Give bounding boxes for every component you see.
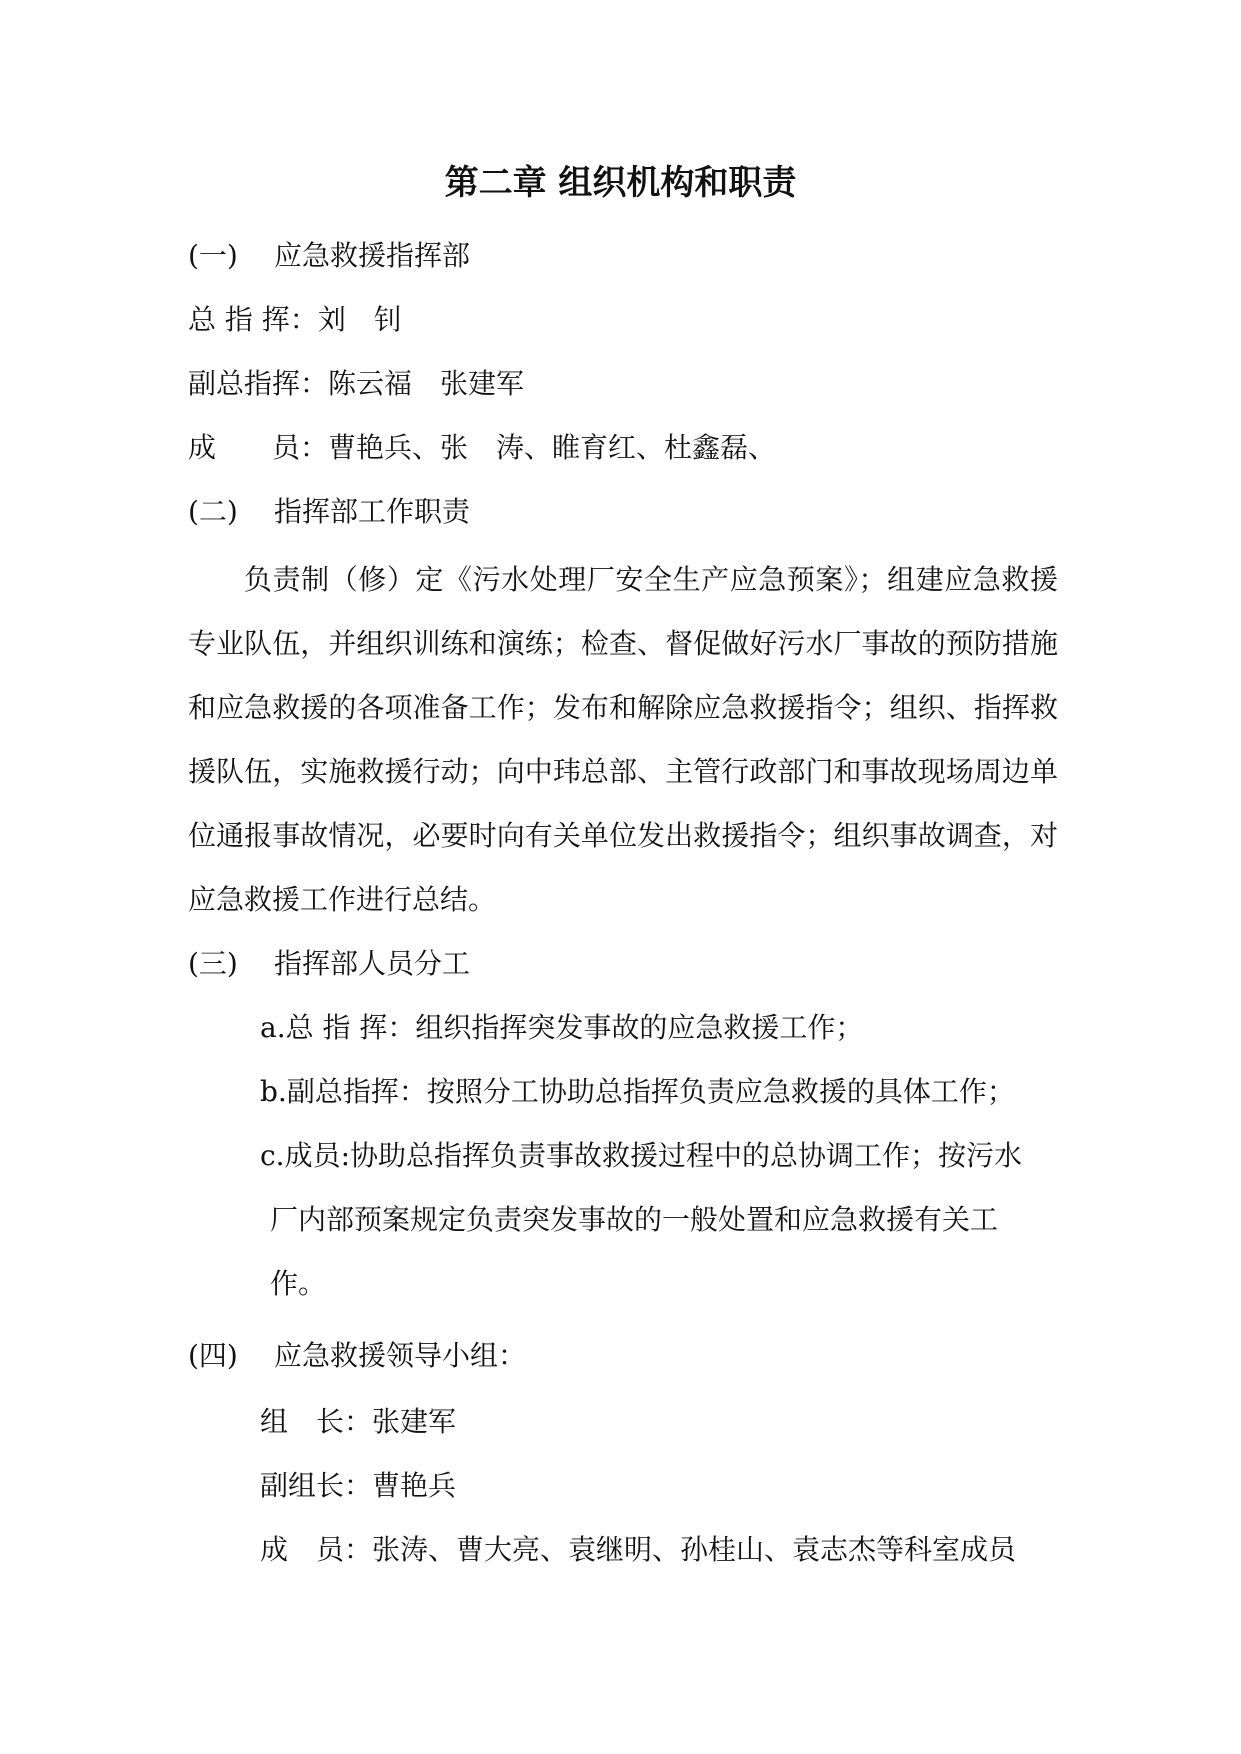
deputy-commander-line xyxy=(188,364,524,404)
section-2-number: (二) xyxy=(188,495,238,528)
division-list xyxy=(260,996,1022,1188)
members-label: 成 员： xyxy=(188,431,329,464)
section-4-heading xyxy=(188,1336,526,1376)
section-4-title: 应急救援领导小组： xyxy=(274,1339,527,1372)
section-2-title: 指挥部工作职责 xyxy=(274,495,471,528)
leadership-list xyxy=(260,1390,1016,1582)
chapter-title: 第二章 组织机构和职责 xyxy=(444,163,797,203)
division-item-a: a.总 指 挥：组织指挥突发事故的应急救援工作； xyxy=(260,1011,864,1044)
section-1-title: 应急救援指挥部 xyxy=(274,239,471,272)
section-1-heading xyxy=(188,236,470,276)
members-names: 曹艳兵、张 涛、睢育红、杜鑫磊、 xyxy=(328,431,777,464)
leadership-deputy: 副组长：曹艳兵 xyxy=(260,1469,457,1502)
section-3-heading xyxy=(188,944,470,984)
leadership-leader: 组 长：张建军 xyxy=(260,1405,457,1438)
chief-commander-line xyxy=(188,300,402,340)
division-item-c-cont-1: 厂内部预案规定负责突发事故的一般处置和应急救援有关工 xyxy=(270,1203,999,1236)
chief-commander-name: 刘 钊 xyxy=(317,303,402,336)
section-1-number: (一) xyxy=(188,239,238,272)
duties-paragraph: 负责制（修）定《污水处理厂安全生产应急预案》；组建应急救援专业队伍，并组织训练和演练；检查、督促做好污水厂事故的预防措施和应急救援的各项准备工作；发布和解除应急救援指令；组织、指挥救援队伍，实施救援行动；向中玮总部、主管行政部门和事故现场周边单位通报事故情况，必要时向有关单位发出救援指令；组织事故调查，对应急救援工作进行总结。 xyxy=(188,563,1058,916)
division-item-c: c.成员:协助总指挥负责事故救援过程中的总协调工作；按污水 xyxy=(260,1139,1023,1172)
section-4-number: (四) xyxy=(188,1339,238,1372)
division-item-b: b.副总指挥：按照分工协助总指挥负责应急救援的具体工作； xyxy=(260,1075,1015,1108)
deputy-commander-label: 副总指挥： xyxy=(188,367,329,400)
section-2-heading xyxy=(188,492,470,532)
section-3-number: (三) xyxy=(188,947,238,980)
section-3-title: 指挥部人员分工 xyxy=(274,947,471,980)
division-item-c-cont-2: 作。 xyxy=(270,1267,327,1300)
chief-commander-label: 总 指 挥： xyxy=(188,303,318,336)
leadership-members: 成 员：张涛、曹大亮、袁继明、孙桂山、袁志杰等科室成员 xyxy=(260,1533,1017,1566)
deputy-commander-names: 陈云福 张建军 xyxy=(328,367,525,400)
members-line xyxy=(188,428,776,468)
